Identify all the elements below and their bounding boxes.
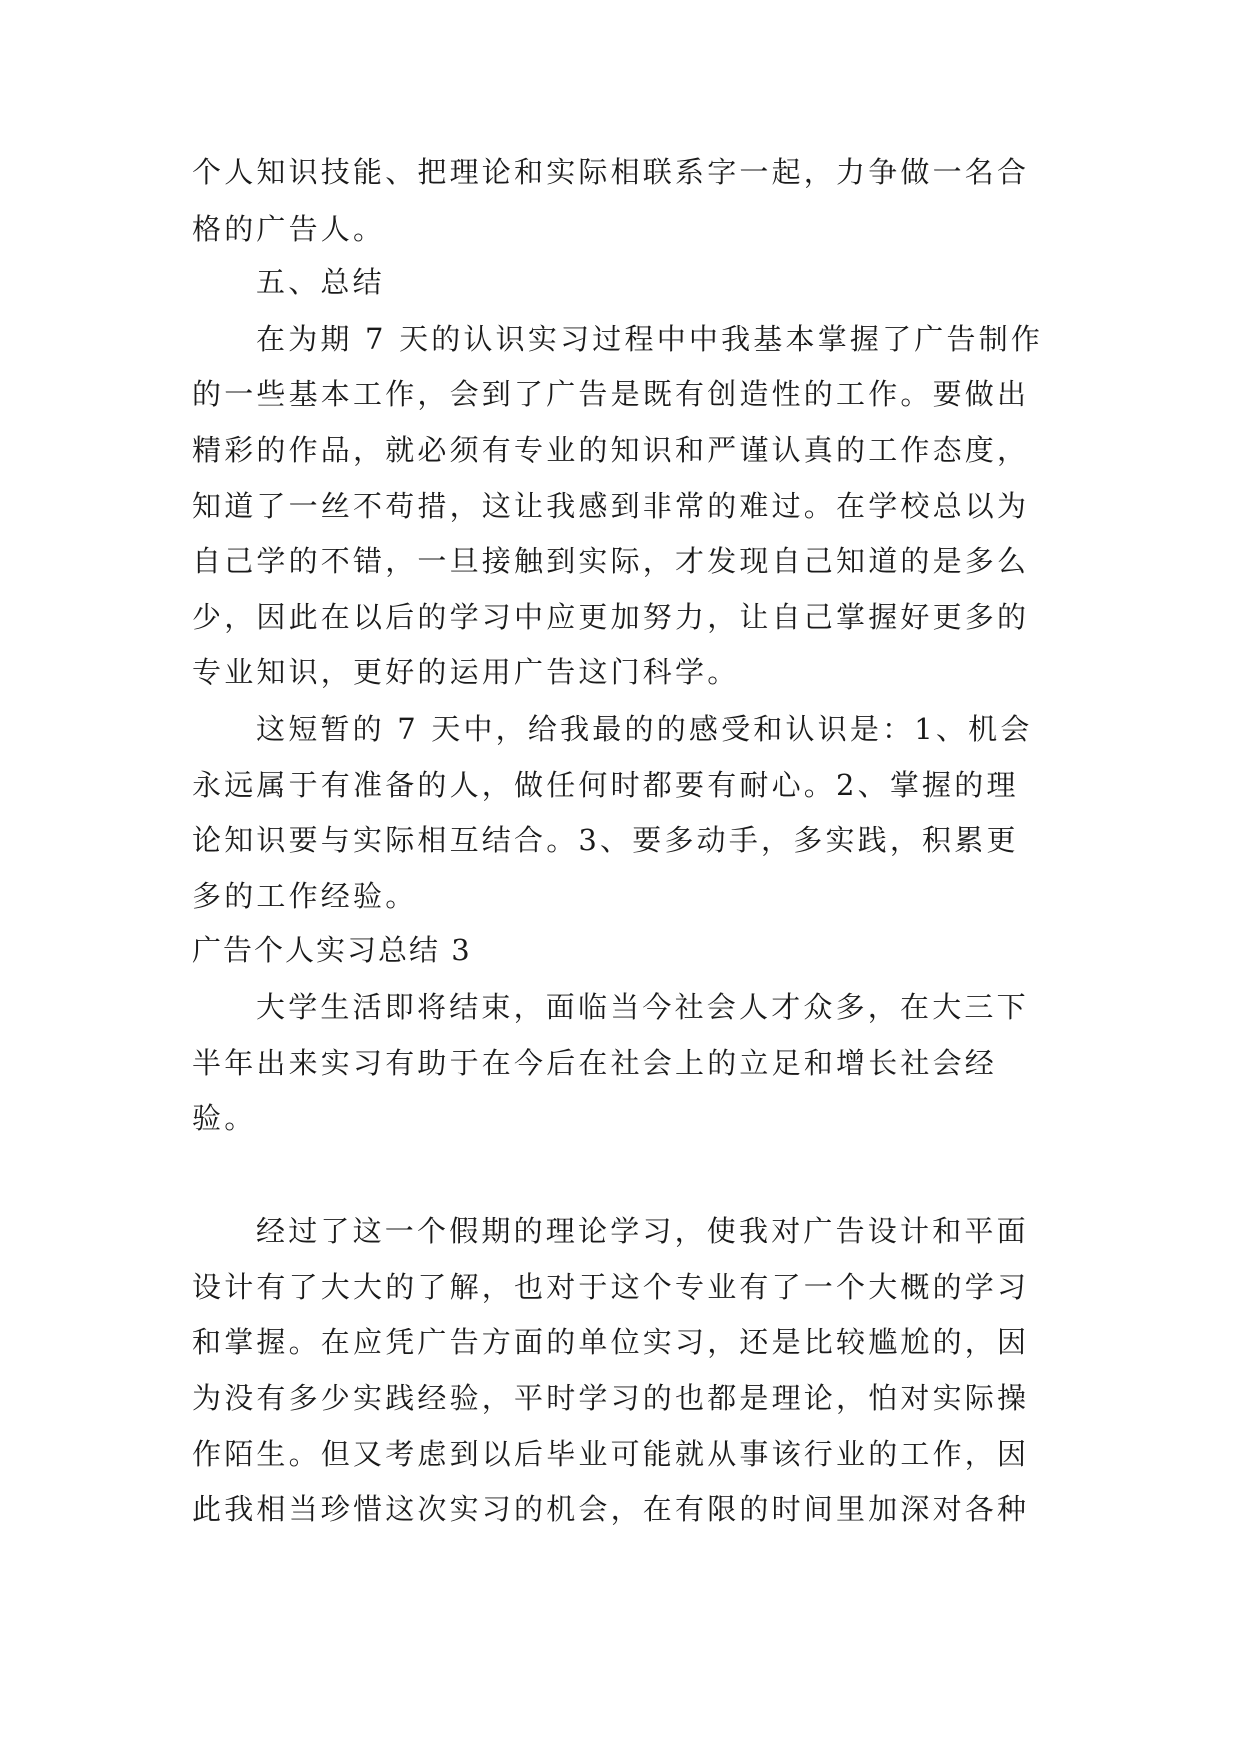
text-line: 此我相当珍惜这次实习的机会，在有限的时间里加深对各种 <box>192 1492 1030 1526</box>
text-line: 为没有多少实践经验，平时学习的也都是理论，怕对实际操 <box>192 1381 1030 1415</box>
text-line: 知道了一丝不苟措，这让我感到非常的难过。在学校总以为 <box>192 489 1030 523</box>
text-line: 论知识要与实际相互结合。3、要多动手，多实践，积累更 <box>192 823 1019 857</box>
text-line: 作陌生。但又考虑到以后毕业可能就从事该行业的工作，因 <box>192 1437 1030 1471</box>
text-line: 在为期 7 天的认识实习过程中中我基本掌握了广告制作 <box>256 322 1044 356</box>
text-line: 多的工作经验。 <box>192 879 418 913</box>
text-line: 大学生活即将结束，面临当今社会人才众多，在大三下 <box>256 990 1029 1024</box>
text-line: 专业知识，更好的运用广告这门科学。 <box>192 655 740 689</box>
text-line: 这短暂的 7 天中，给我最的的感受和认识是：1、机会 <box>256 712 1033 746</box>
section-heading: 五、总结 <box>256 265 385 299</box>
text-line: 验。 <box>192 1101 257 1135</box>
text-line: 的一些基本工作，会到了广告是既有创造性的工作。要做出 <box>192 377 1030 411</box>
text-line: 精彩的作品，就必须有专业的知识和严谨认真的工作态度， <box>192 433 1030 467</box>
text-line: 自己学的不错，一旦接触到实际，才发现自己知道的是多么 <box>192 544 1030 578</box>
section-title: 广告个人实习总结 3 <box>192 933 472 967</box>
text-line: 和掌握。在应凭广告方面的单位实习，还是比较尴尬的，因 <box>192 1325 1030 1359</box>
text-line: 经过了这一个假期的理论学习，使我对广告设计和平面 <box>256 1214 1029 1248</box>
text-line: 永远属于有准备的人，做任何时都要有耐心。2、掌握的理 <box>192 768 1019 802</box>
text-line: 设计有了大大的了解，也对于这个专业有了一个大概的学习 <box>192 1270 1030 1304</box>
text-line: 少，因此在以后的学习中应更加努力，让自己掌握好更多的 <box>192 600 1030 634</box>
text-line: 格的广告人。 <box>192 212 386 246</box>
text-line: 个人知识技能、把理论和实际相联系字一起，力争做一名合 <box>192 155 1030 189</box>
text-line: 半年出来实习有助于在今后在社会上的立足和增长社会经 <box>192 1046 998 1080</box>
